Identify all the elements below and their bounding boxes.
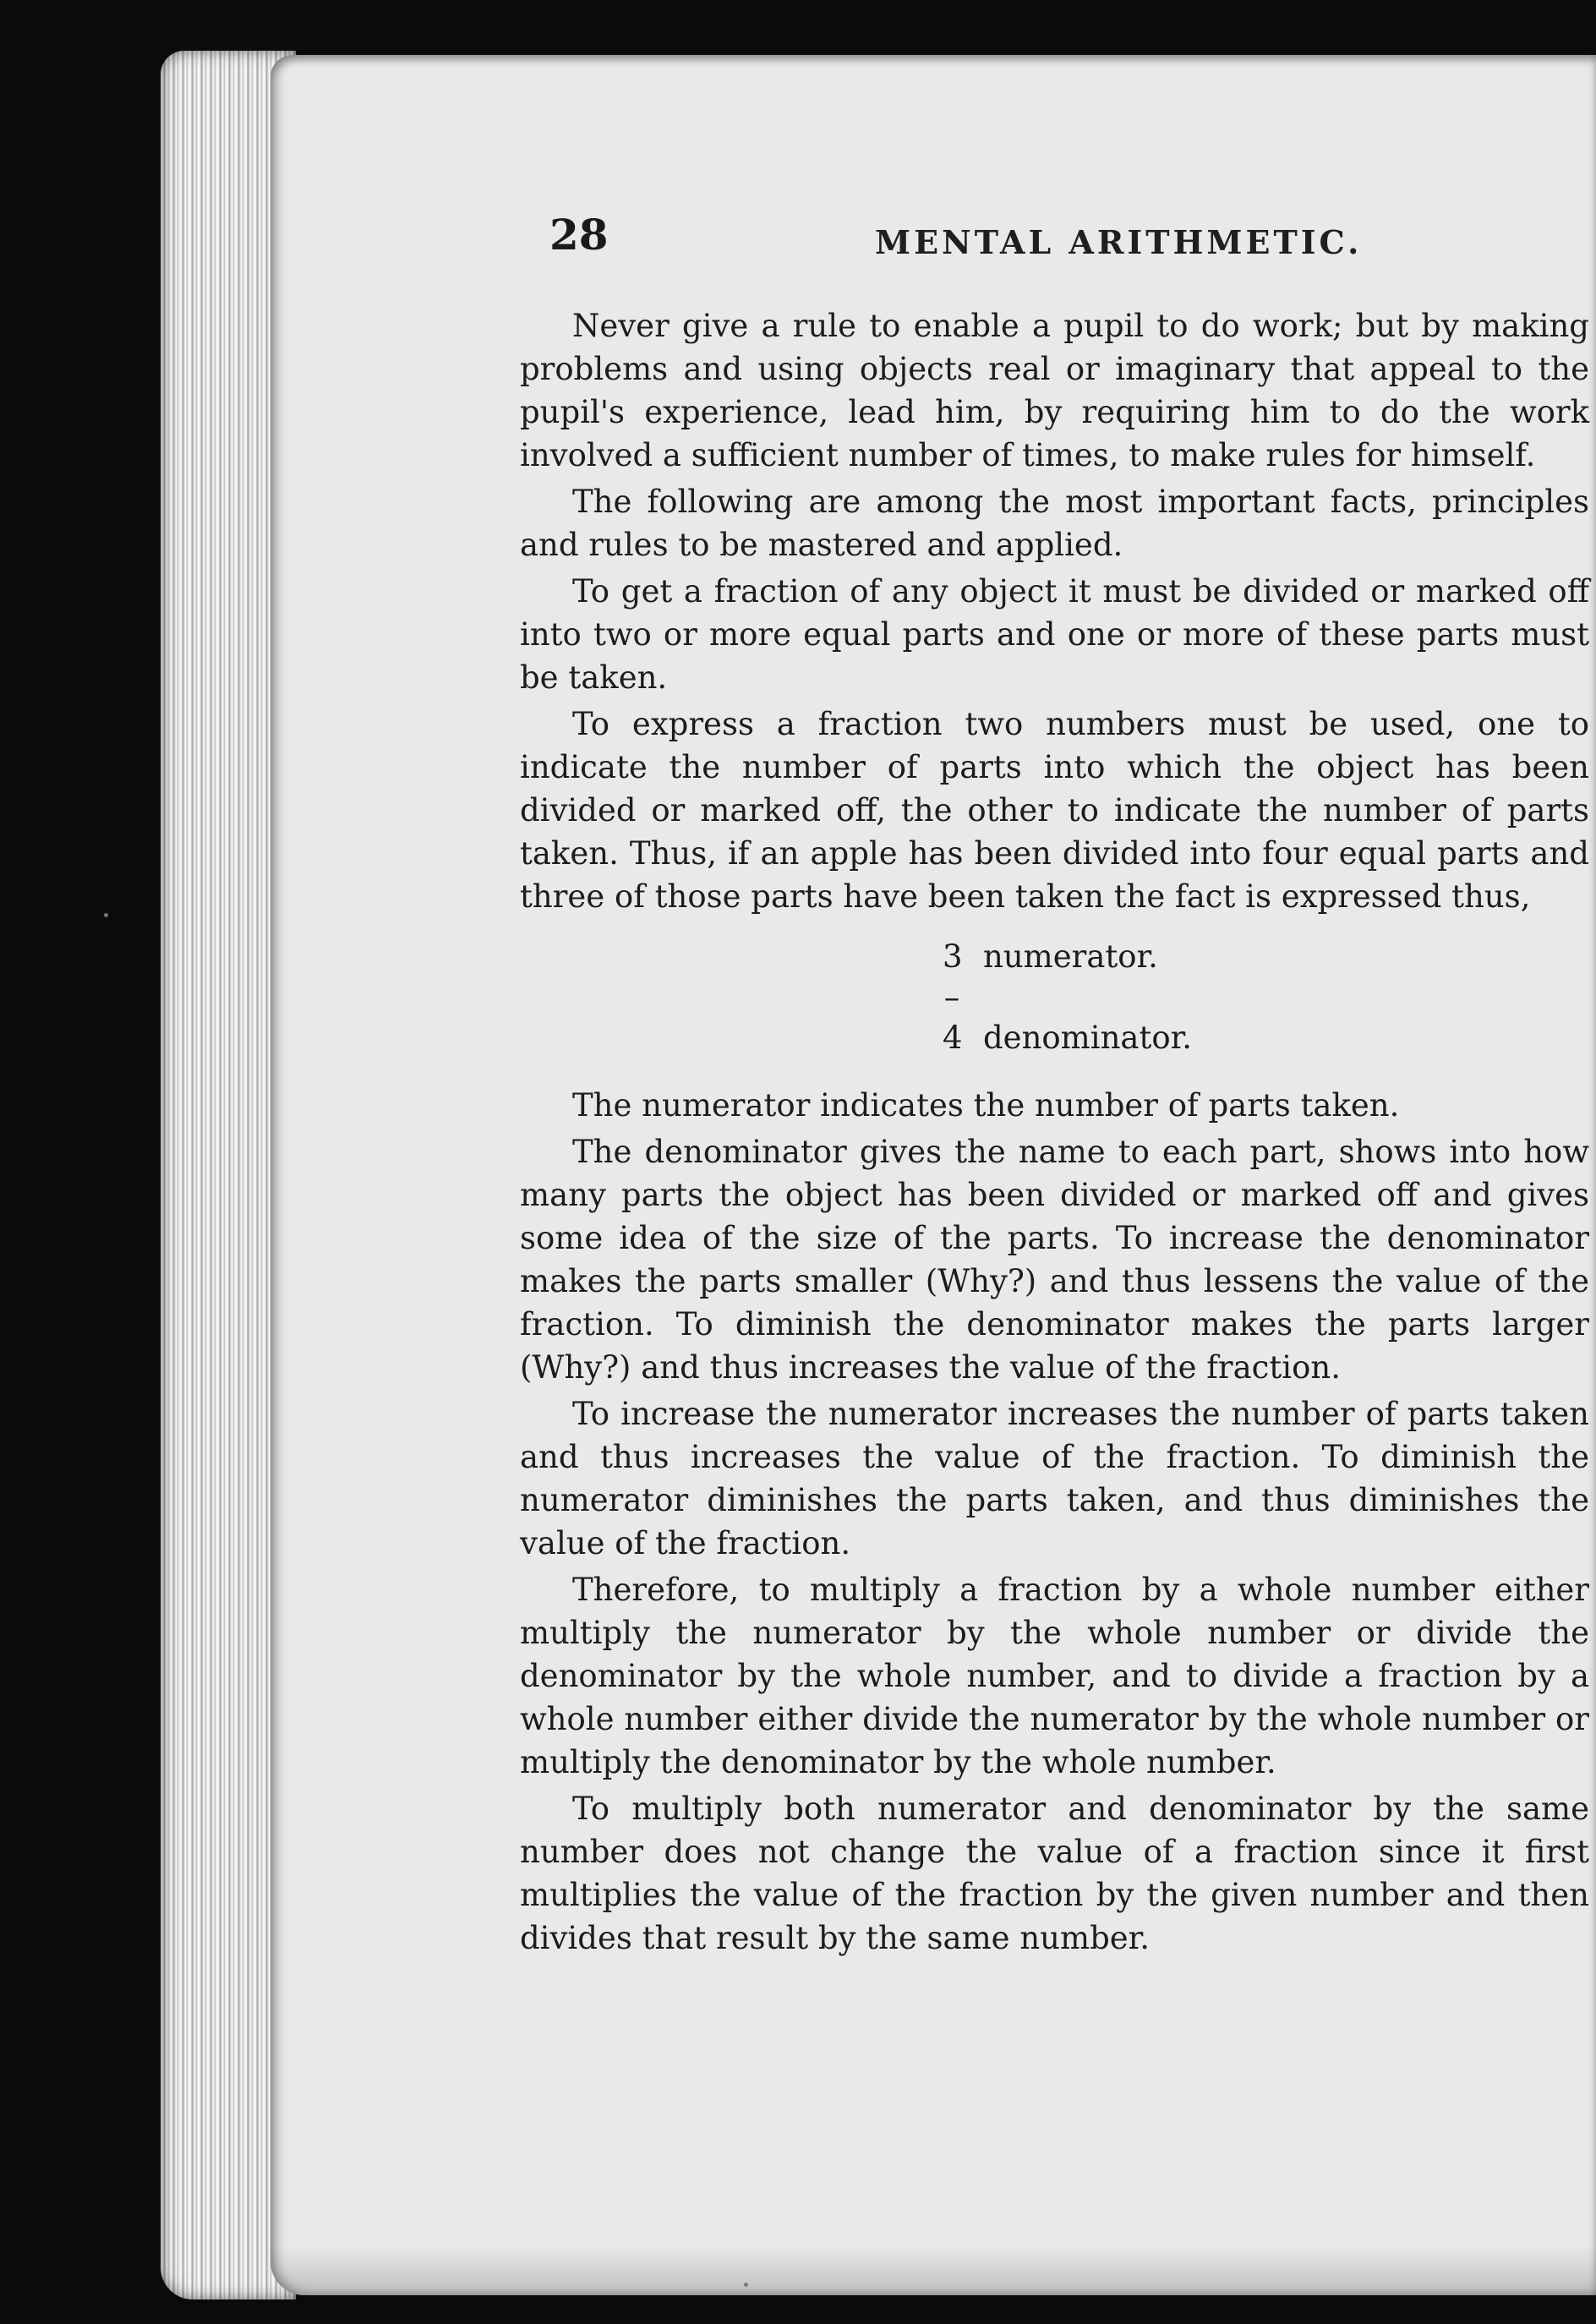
fraction-example: [520, 933, 1589, 1062]
paragraph: The following are among the most important facts, principles and rules to be mastered and applied.: [520, 484, 1589, 563]
numerator-value: 3: [943, 938, 963, 975]
dust-speck: [744, 2283, 748, 2287]
paragraph: To increase the numerator increases the number of parts taken and thus increases the value of the fraction. To diminish the numerator diminishes the parts taken, and thus diminishes the value of the fraction.: [520, 1396, 1589, 1561]
denominator-value: 4: [943, 1020, 963, 1056]
page-header: [549, 210, 1581, 269]
denominator-row: [943, 1014, 1589, 1062]
paragraph: To express a fraction two numbers must be used, one to indicate the number of parts into which the object has been divided or marked off, the other to indicate the number of parts taken. Thus, if an apple has been divided into four equal parts and three of those parts have been taken the fact is expressed thus,: [520, 706, 1589, 915]
paragraph: Therefore, to multiply a fraction by a whole number either multiply the numerator by the whole number or divide the denominator by the whole number, and to divide a fraction by a whole number either divide the numerator by the whole number or multiply the denominator by the whole number.: [520, 1572, 1589, 1780]
numerator-row: [943, 933, 1589, 981]
paragraph: To multiply both numerator and denominator by the same number does not change the value of a fraction since it first multiplies the value of the fraction by the given number and then divides that result by the same number.: [520, 1791, 1589, 1956]
paragraph: The denominator gives the name to each part, shows into how many parts the object has been divided or marked off and gives some idea of the size of the parts. To increase the denominator makes the parts smaller (Why?) and thus lessens the value of the fraction. To diminish the denominator makes the parts larger (Why?) and thus increases the value of the fraction.: [520, 1134, 1589, 1386]
numerator-label: numerator.: [983, 938, 1158, 975]
paragraph: Never give a rule to enable a pupil to do work; but by making problems and using objects real or imaginary that appeal to the pupil's experience, lead him, by requiring him to do the work involved a sufficient number of times, to make rules for himself.: [520, 308, 1589, 473]
paragraph: To get a fraction of any object it must be divided or marked off into two or more equal parts and one or more of these parts must be taken.: [520, 573, 1589, 696]
running-title: MENTAL ARITHMETIC.: [875, 223, 1363, 261]
paragraph: The numerator indicates the number of parts taken.: [572, 1087, 1400, 1124]
fraction-bar: –: [943, 979, 960, 1015]
dust-speck: [104, 913, 108, 917]
denominator-label: denominator.: [983, 1020, 1193, 1056]
page-bottom-shadow: [271, 2245, 1596, 2295]
body-text: [520, 304, 1589, 1963]
page-number: 28: [549, 210, 609, 260]
